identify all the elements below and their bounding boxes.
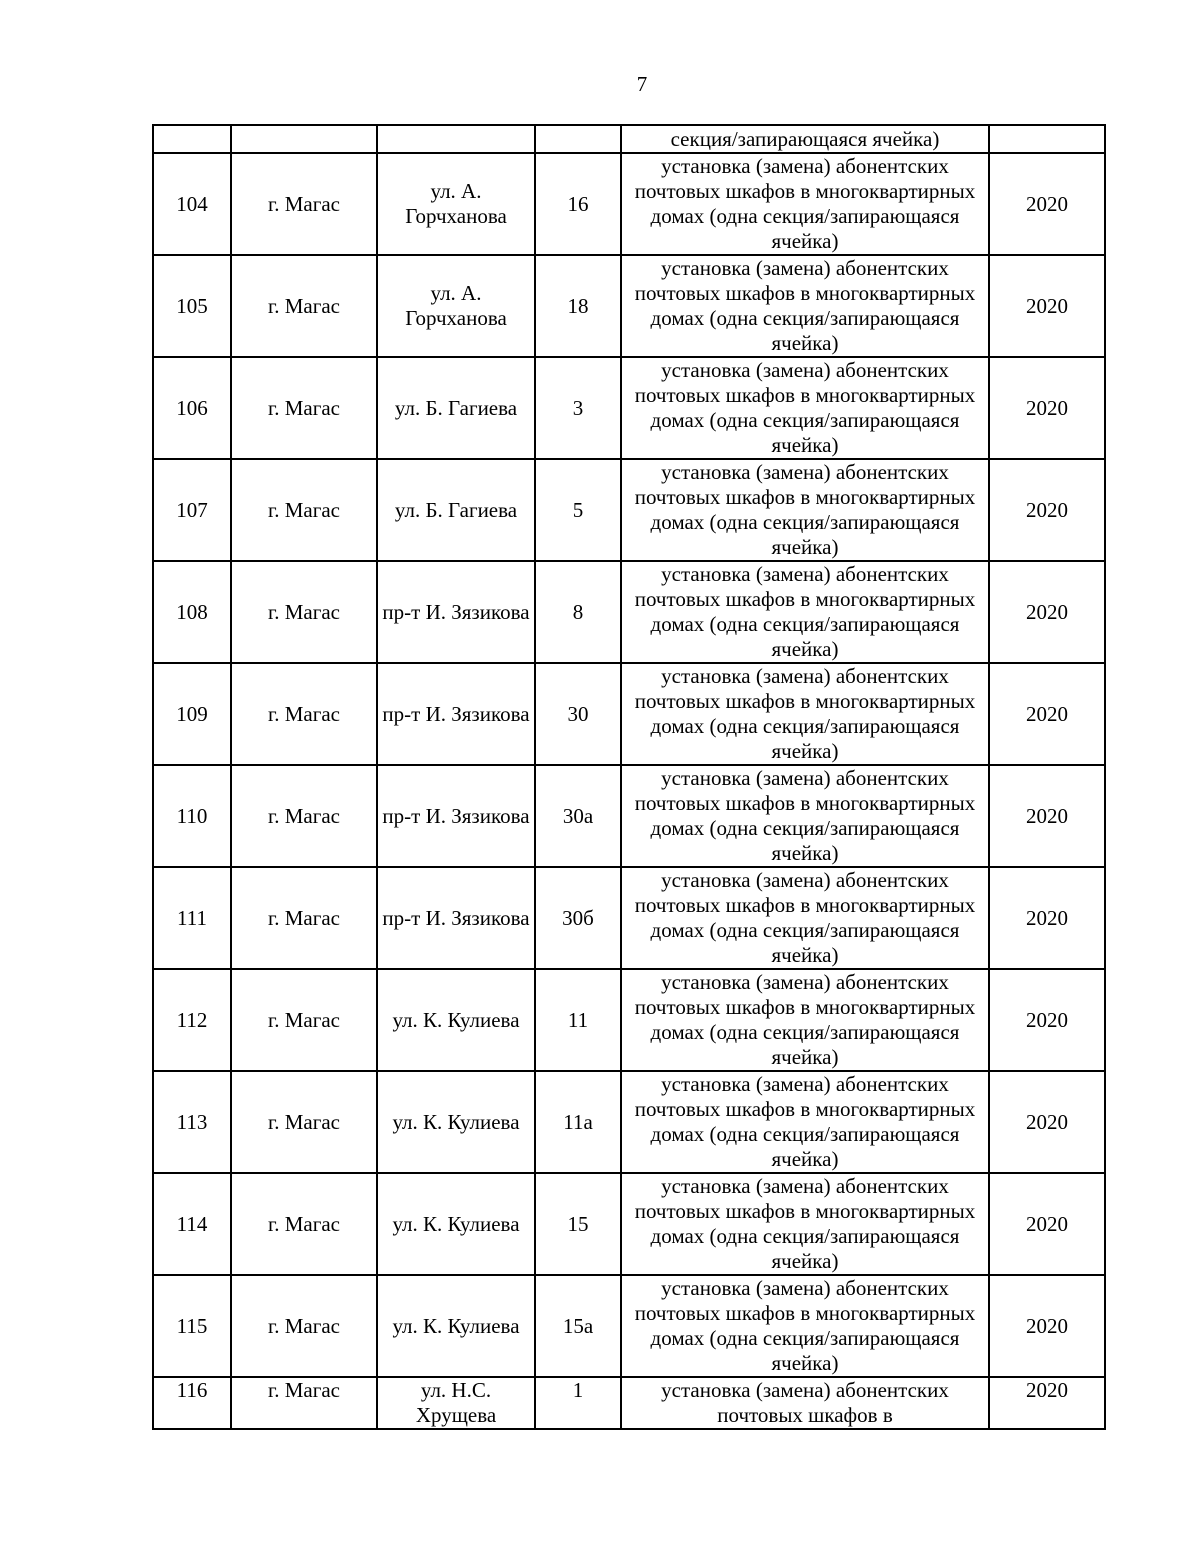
- cell-street: пр-т И. Зязикова: [377, 561, 535, 663]
- cell-house: 11: [535, 969, 621, 1071]
- table-row: [153, 561, 1105, 663]
- cell-house: [535, 125, 621, 153]
- cell-city: г. Магас: [231, 459, 377, 561]
- cell-num: [153, 125, 231, 153]
- cell-num: 111: [153, 867, 231, 969]
- cell-house: 15: [535, 1173, 621, 1275]
- cell-num: 108: [153, 561, 231, 663]
- cell-description: установка (замена) абонентских почтовых шкафов в многоквартирных домах (одна секция/запирающаяся ячейка): [621, 357, 989, 459]
- cell-year: [989, 125, 1105, 153]
- cell-description: установка (замена) абонентских почтовых шкафов в многоквартирных домах (одна секция/запирающаяся ячейка): [621, 1275, 989, 1377]
- cell-house: 15а: [535, 1275, 621, 1377]
- cell-house: 5: [535, 459, 621, 561]
- cell-street: ул. А. Горчханова: [377, 153, 535, 255]
- cell-street: пр-т И. Зязикова: [377, 663, 535, 765]
- cell-street: ул. К. Кулиева: [377, 1071, 535, 1173]
- cell-num: 113: [153, 1071, 231, 1173]
- cell-num: 107: [153, 459, 231, 561]
- cell-num: 114: [153, 1173, 231, 1275]
- cell-street: ул. А. Горчханова: [377, 255, 535, 357]
- cell-description: установка (замена) абонентских почтовых шкафов в: [621, 1377, 989, 1429]
- cell-year: 2020: [989, 1377, 1105, 1429]
- cell-city: г. Магас: [231, 765, 377, 867]
- cell-house: 30б: [535, 867, 621, 969]
- cell-num: 110: [153, 765, 231, 867]
- cell-street: пр-т И. Зязикова: [377, 765, 535, 867]
- cell-description: установка (замена) абонентских почтовых шкафов в многоквартирных домах (одна секция/запирающаяся ячейка): [621, 765, 989, 867]
- cell-street: ул. Н.С. Хрущева: [377, 1377, 535, 1429]
- table-row: [153, 357, 1105, 459]
- cell-street: ул. Б. Гагиева: [377, 357, 535, 459]
- cell-city: г. Магас: [231, 1173, 377, 1275]
- cell-description: установка (замена) абонентских почтовых шкафов в многоквартирных домах (одна секция/запирающаяся ячейка): [621, 867, 989, 969]
- address-table: [152, 124, 1106, 1430]
- table-row: [153, 255, 1105, 357]
- cell-house: 8: [535, 561, 621, 663]
- cell-description: установка (замена) абонентских почтовых шкафов в многоквартирных домах (одна секция/запирающаяся ячейка): [621, 969, 989, 1071]
- cell-city: г. Магас: [231, 561, 377, 663]
- table-body: [153, 125, 1105, 1429]
- cell-description: установка (замена) абонентских почтовых шкафов в многоквартирных домах (одна секция/запирающаяся ячейка): [621, 561, 989, 663]
- cell-year: 2020: [989, 255, 1105, 357]
- cell-city: г. Магас: [231, 1071, 377, 1173]
- cell-year: 2020: [989, 357, 1105, 459]
- cell-street: ул. К. Кулиева: [377, 1173, 535, 1275]
- table-row: [153, 765, 1105, 867]
- cell-street: ул. К. Кулиева: [377, 1275, 535, 1377]
- cell-city: г. Магас: [231, 663, 377, 765]
- cell-house: 3: [535, 357, 621, 459]
- cell-city: г. Магас: [231, 357, 377, 459]
- cell-num: 115: [153, 1275, 231, 1377]
- cell-year: 2020: [989, 969, 1105, 1071]
- cell-year: 2020: [989, 153, 1105, 255]
- cell-city: г. Магас: [231, 1377, 377, 1429]
- cell-num: 106: [153, 357, 231, 459]
- cell-street: пр-т И. Зязикова: [377, 867, 535, 969]
- table-row: [153, 969, 1105, 1071]
- cell-description: установка (замена) абонентских почтовых шкафов в многоквартирных домах (одна секция/запирающаяся ячейка): [621, 153, 989, 255]
- table-row: [153, 1173, 1105, 1275]
- page-number: 7: [636, 72, 648, 96]
- cell-city: г. Магас: [231, 1275, 377, 1377]
- cell-house: 30: [535, 663, 621, 765]
- table-row: [153, 663, 1105, 765]
- cell-description: установка (замена) абонентских почтовых шкафов в многоквартирных домах (одна секция/запирающаяся ячейка): [621, 663, 989, 765]
- table-row: [153, 867, 1105, 969]
- cell-house: 16: [535, 153, 621, 255]
- cell-city: г. Магас: [231, 255, 377, 357]
- cell-year: 2020: [989, 459, 1105, 561]
- cell-year: 2020: [989, 1275, 1105, 1377]
- cell-description: установка (замена) абонентских почтовых шкафов в многоквартирных домах (одна секция/запирающаяся ячейка): [621, 1071, 989, 1173]
- cell-house: 18: [535, 255, 621, 357]
- cell-year: 2020: [989, 663, 1105, 765]
- cell-street: ул. Б. Гагиева: [377, 459, 535, 561]
- cell-year: 2020: [989, 867, 1105, 969]
- cell-num: 105: [153, 255, 231, 357]
- cell-description: установка (замена) абонентских почтовых шкафов в многоквартирных домах (одна секция/запирающаяся ячейка): [621, 255, 989, 357]
- cell-city: г. Магас: [231, 969, 377, 1071]
- continuation-row: [153, 125, 1105, 153]
- cell-description: секция/запирающаяся ячейка): [621, 125, 989, 153]
- cell-house: 1: [535, 1377, 621, 1429]
- cell-description: установка (замена) абонентских почтовых шкафов в многоквартирных домах (одна секция/запирающаяся ячейка): [621, 459, 989, 561]
- cell-house: 30а: [535, 765, 621, 867]
- cell-city: г. Магас: [231, 867, 377, 969]
- cell-num: 112: [153, 969, 231, 1071]
- cell-street: [377, 125, 535, 153]
- cell-num: 116: [153, 1377, 231, 1429]
- cell-year: 2020: [989, 561, 1105, 663]
- table-row: [153, 1377, 1105, 1429]
- cell-city: г. Магас: [231, 153, 377, 255]
- cell-num: 104: [153, 153, 231, 255]
- table-row: [153, 153, 1105, 255]
- cell-year: 2020: [989, 1071, 1105, 1173]
- cell-house: 11а: [535, 1071, 621, 1173]
- cell-year: 2020: [989, 1173, 1105, 1275]
- cell-street: ул. К. Кулиева: [377, 969, 535, 1071]
- cell-year: 2020: [989, 765, 1105, 867]
- table-row: [153, 459, 1105, 561]
- cell-city: [231, 125, 377, 153]
- table-row: [153, 1071, 1105, 1173]
- cell-description: установка (замена) абонентских почтовых шкафов в многоквартирных домах (одна секция/запирающаяся ячейка): [621, 1173, 989, 1275]
- cell-num: 109: [153, 663, 231, 765]
- table-row: [153, 1275, 1105, 1377]
